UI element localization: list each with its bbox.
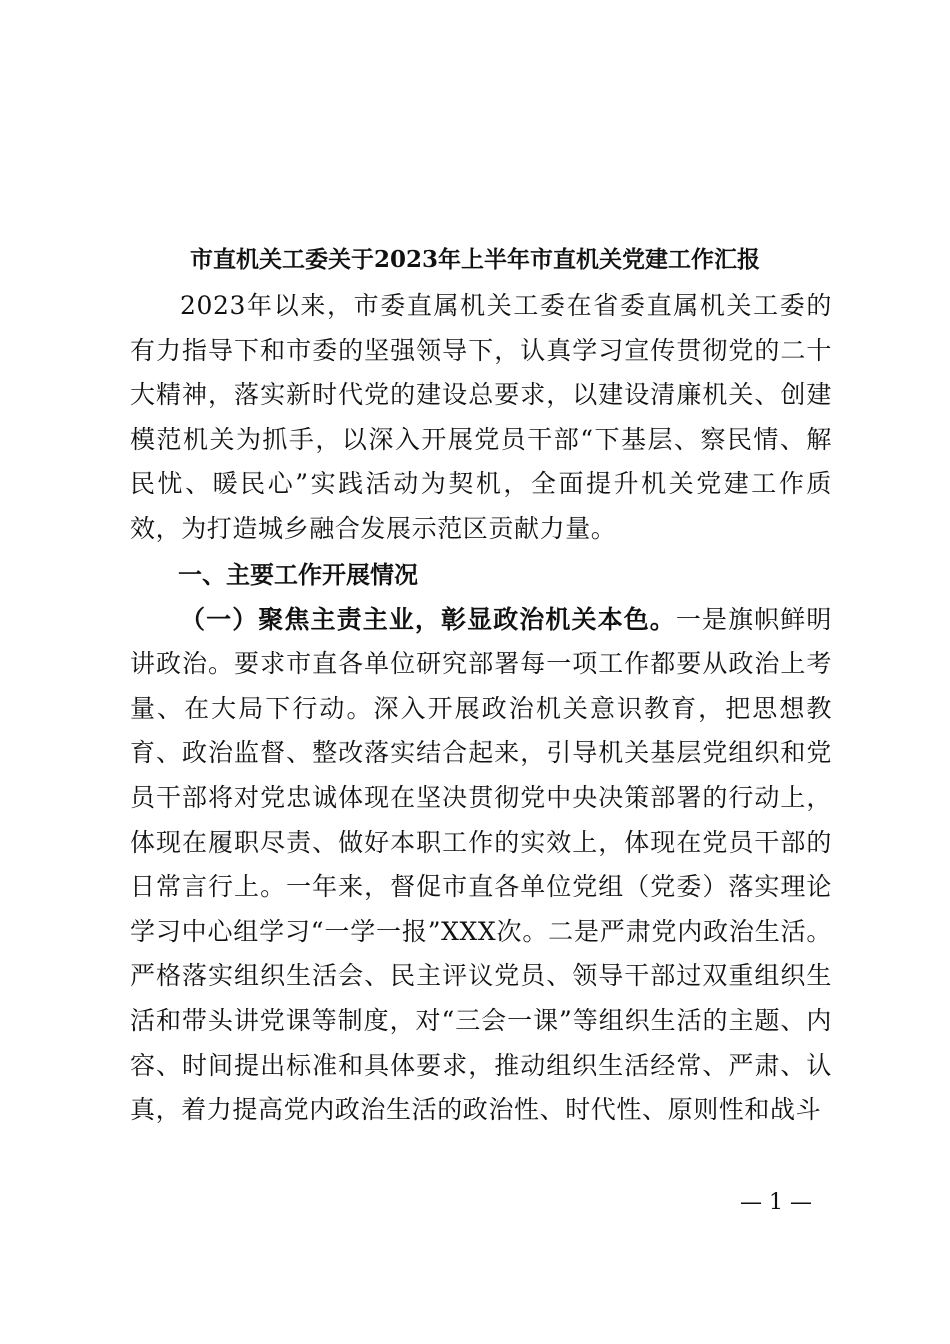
document-body (130, 284, 832, 1133)
intro-paragraph: 2023年以来，市委直属机关工委在省委直属机关工委的有力指导下和市委的坚强领导下，认真学习宣传贯彻党的二十大精神，落实新时代党的建设总要求，以建设清廉机关、创建模范机关为抓手，以深入开展党员干部“下基层、察民情、解民忧、暖民心”实践活动为契机，全面提升机关党建工作质效，为打造城乡融合发展示范区贡献力量。 (130, 291, 832, 543)
subsection-body: 一是旗帜鲜明讲政治。要求市直各单位研究部署每一项工作都要从政治上考量、在大局下行动。深入开展政治机关意识教育，把思想教育、政治监督、整改落实结合起来，引导机关基层党组织和党员干部将对党忠诚体现在坚决贯彻党中央决策部署的行动上，体现在履职尽责、做好本职工作的实效上，体现在党员干部的日常言行上。一年来，督促市直各单位党组（党委）落实理论学习中心组学习“一学一报”XXX次。二是严肃党内政治生活。严格落实组织生活会、民主评议党员、领导干部过双重组织生活和带头讲党课等制度，对“三会一课”等组织生活的主题、内容、时间提出标准和具体要求，推动组织生活经常、严肃、认真，着力提高党内政治生活的政治性、时代性、原则性和战斗 (130, 604, 832, 1125)
subsection-heading: （一）聚焦主责主业，彰显政治机关本色。 (180, 604, 676, 634)
section-heading: 一、主要工作开展情况 (178, 560, 418, 589)
subsection-paragraph (130, 598, 832, 1133)
document-title: 市直机关工委关于2023年上半年市直机关党建工作汇报 (189, 246, 760, 273)
page-number: — 1 — (740, 1190, 812, 1215)
